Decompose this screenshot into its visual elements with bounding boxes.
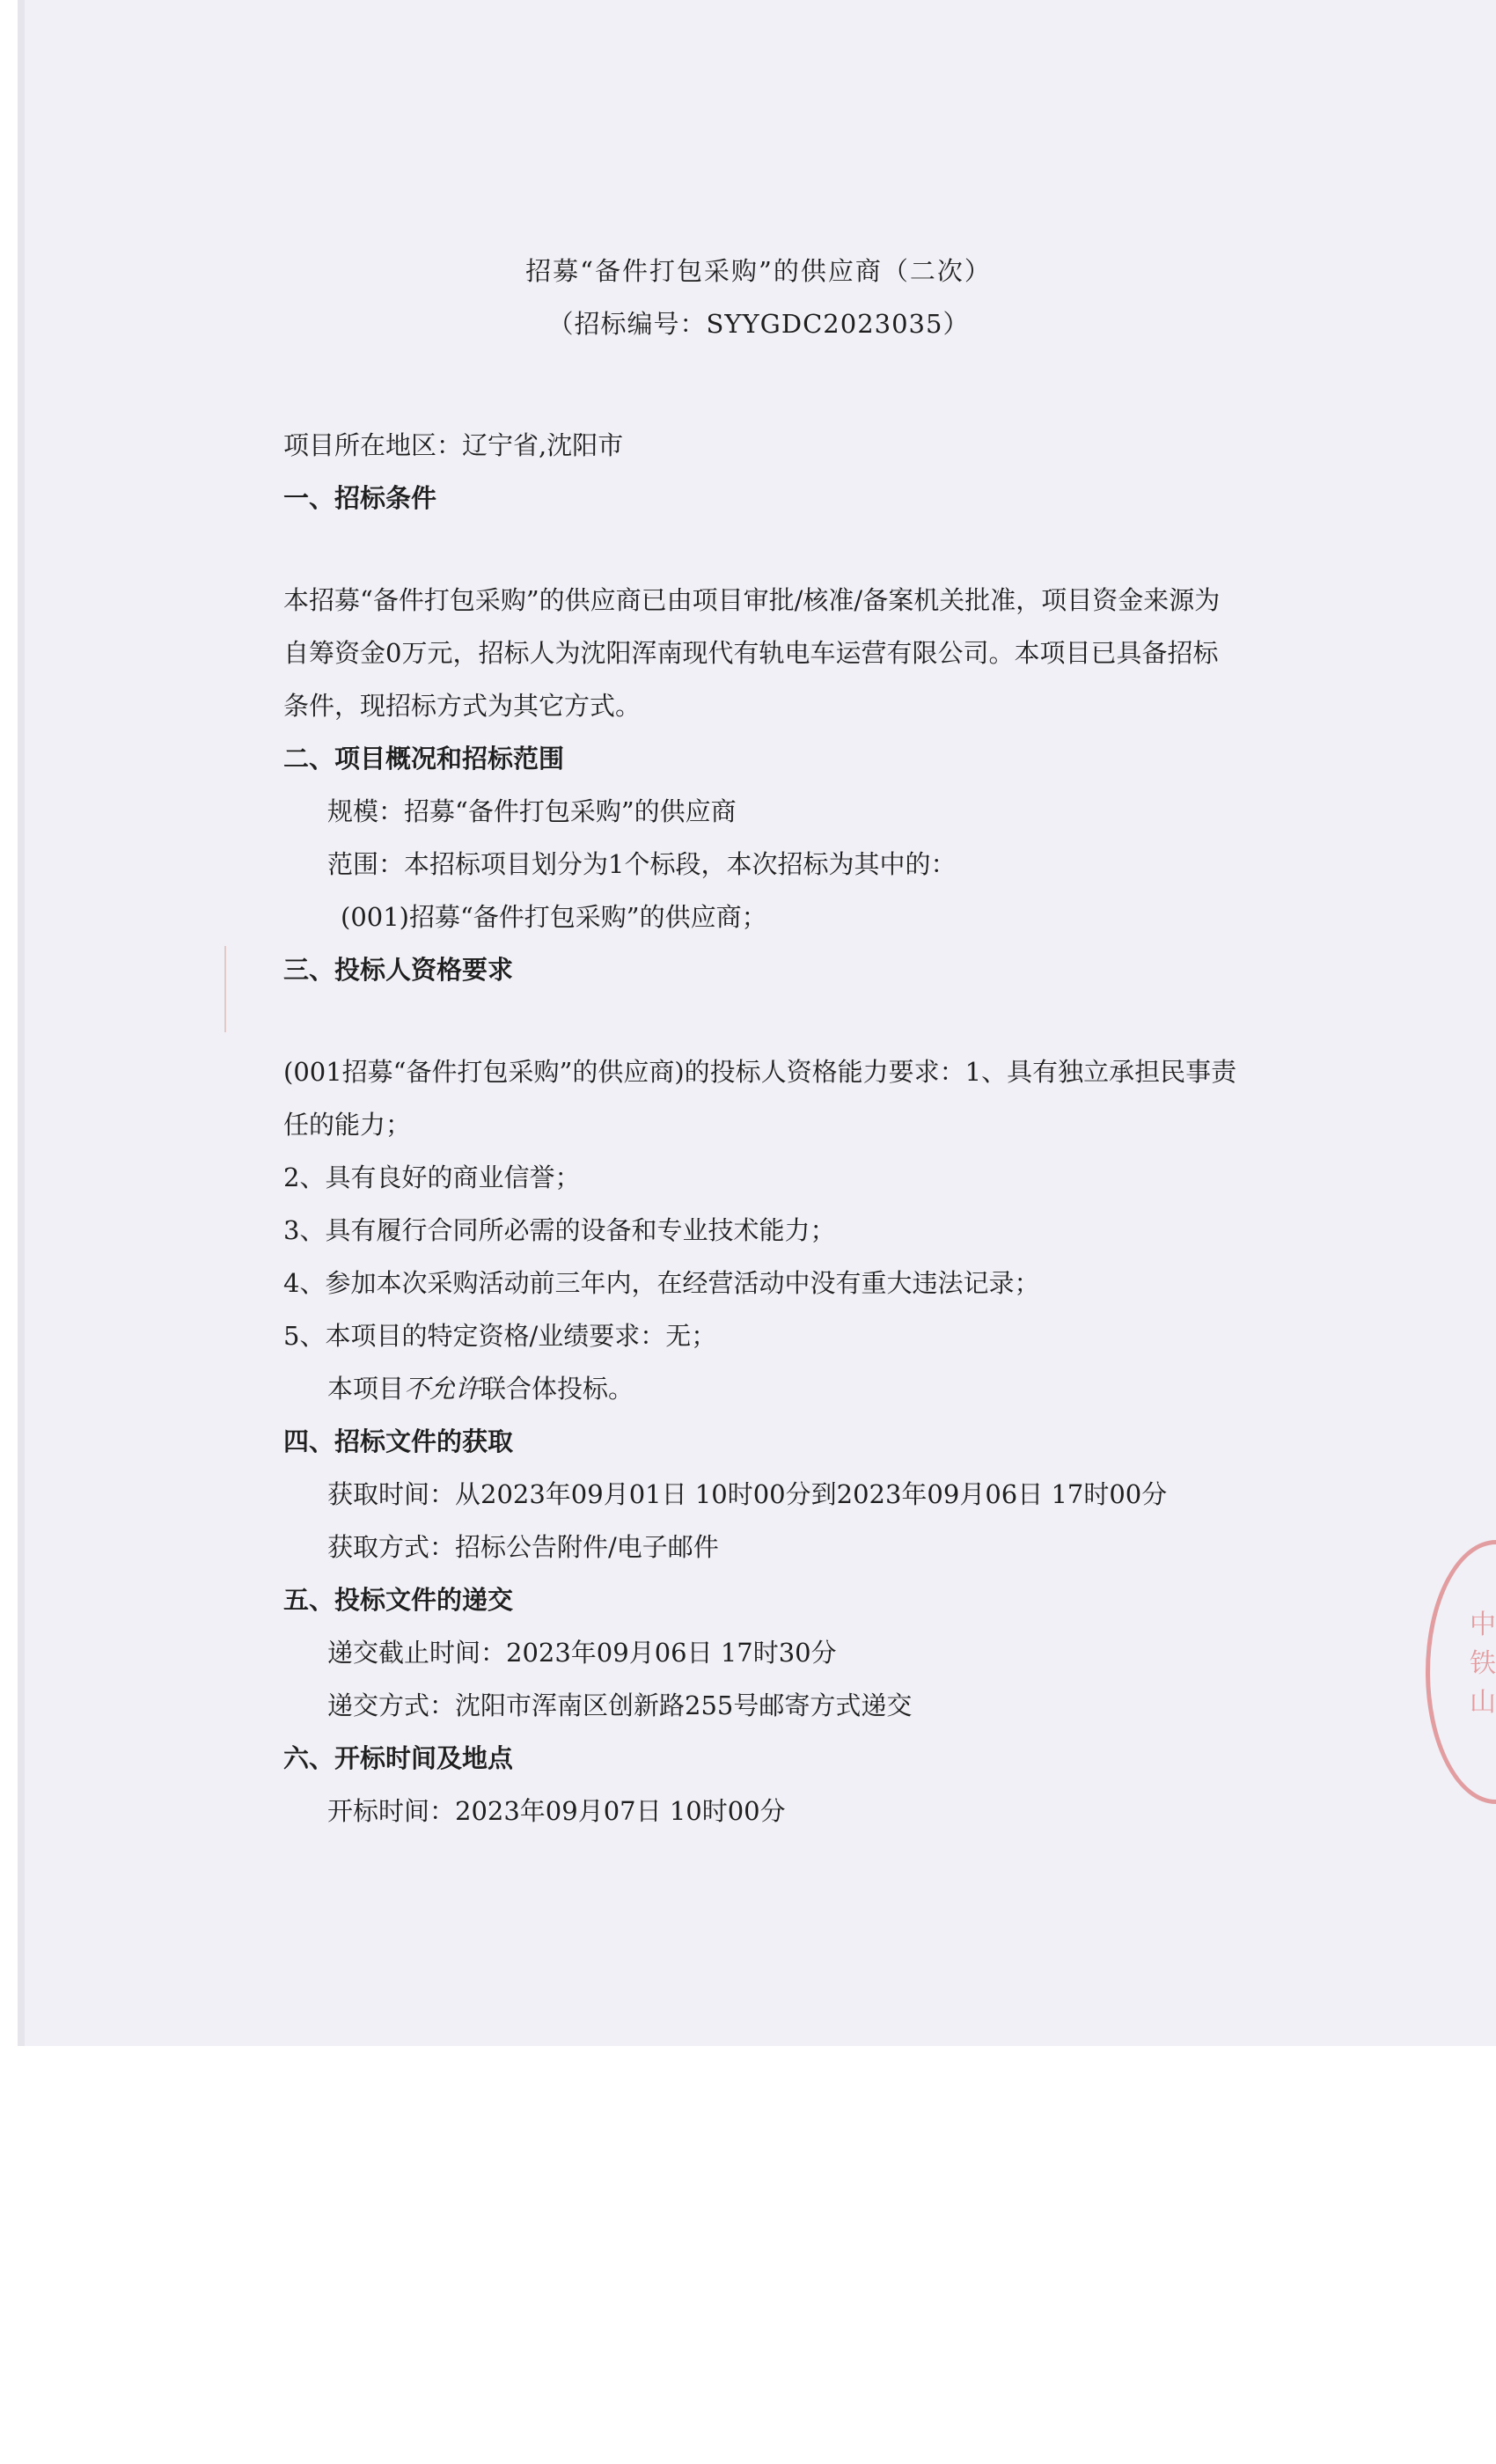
document-body <box>283 245 1251 1837</box>
submission-deadline: 递交截止时间：2023年09月06日 17时30分 <box>327 1638 837 1668</box>
section-5-heading: 五、投标文件的递交 <box>283 1585 514 1615</box>
project-scale: 规模：招募“备件打包采购”的供应商 <box>327 796 737 826</box>
submission-method: 递交方式：沈阳市浑南区创新路255号邮寄方式递交 <box>327 1690 913 1720</box>
acquisition-method: 获取方式：招标公告附件/电子邮件 <box>327 1532 719 1562</box>
consortium-status: 不允许 <box>404 1374 481 1404</box>
section-4-heading: 四、招标文件的获取 <box>283 1426 514 1456</box>
consortium-suffix: 联合体投标。 <box>480 1374 634 1404</box>
consortium-statement <box>283 1362 1251 1415</box>
requirement-3: 3、具有履行合同所必需的设备和专业技术能力； <box>283 1215 836 1245</box>
lot-item: (001)招募“备件打包采购”的供应商； <box>341 902 767 932</box>
section-2-heading: 二、项目概况和招标范围 <box>283 744 565 774</box>
project-scope: 范围：本招标项目划分为1个标段，本次招标为其中的： <box>327 849 957 879</box>
scan-page-edge <box>18 0 25 2046</box>
section-6-heading: 六、开标时间及地点 <box>283 1743 514 1773</box>
section-1-paragraph: 本招募“备件打包采购”的供应商已由项目审批/核准/备案机关批准，项目资金来源为自筹资金0万元，招标人为沈阳浑南现代有轨电车运营有限公司。本项目已具备招标条件，现招标方式为其它方式。 <box>283 585 1221 721</box>
project-location: 项目所在地区：辽宁省,沈阳市 <box>283 430 624 460</box>
tender-number: （招标编号：SYYGDC2023035） <box>547 309 970 339</box>
requirement-5: 5、本项目的特定资格/业绩要求：无； <box>283 1321 717 1351</box>
requirement-2: 2、具有良好的商业信誉； <box>283 1162 581 1192</box>
document-title: 招募“备件打包采购”的供应商（二次） <box>525 256 992 286</box>
scan-artifact-line <box>224 946 226 1032</box>
requirement-4: 4、参加本次采购活动前三年内，在经营活动中没有重大违法记录； <box>283 1268 1040 1298</box>
qualification-intro: (001招募“备件打包采购”的供应商)的投标人资格能力要求：1、具有独立承担民事责任的能力； <box>283 1057 1237 1140</box>
consortium-prefix: 本项目 <box>327 1374 405 1404</box>
acquisition-time: 获取时间：从2023年09月01日 10时00分到2023年09月06日 17时00分 <box>327 1479 1168 1509</box>
opening-time: 开标时间：2023年09月07日 10时00分 <box>327 1796 786 1826</box>
section-1-heading: 一、招标条件 <box>283 483 437 513</box>
section-3-heading: 三、投标人资格要求 <box>283 955 514 985</box>
seal-text: 中铁山 <box>1470 1610 1496 1718</box>
